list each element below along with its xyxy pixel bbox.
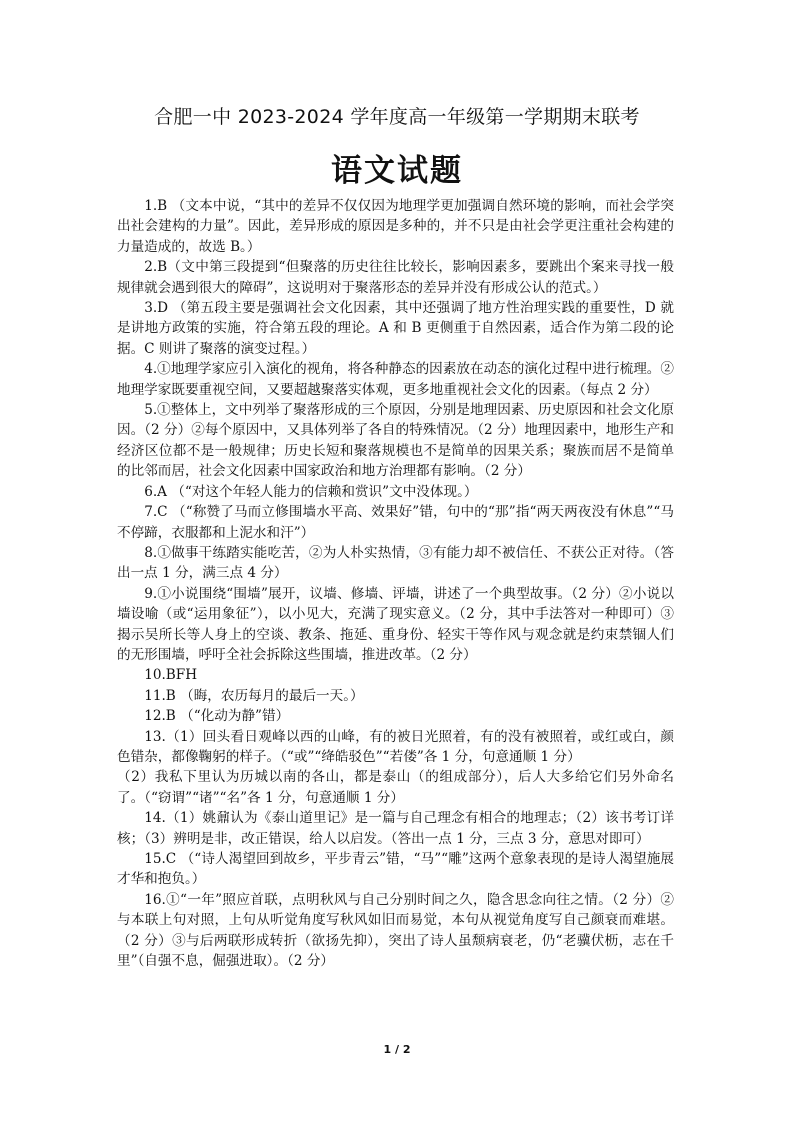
page-subtitle: 语文试题 xyxy=(331,153,463,189)
answer-item-9: 9.①小说围绕“围墙”展开，议墙、修墙、评墙，讲述了一个典型故事。（2 分）②小说以墙设喻（或“运用象征”），以小见大，充满了现实意义。（2 分，其中手法答对一种即可）③揭示吴所长等人身上的空谈、教条、拖延、重身份、轻实干等作风与观念就是约束禁锢人们的无形围墙，呼吁全社会拆除这些围墙，推进改革。（2 分） xyxy=(117,585,674,663)
answer-item-6: 6.A （“对这个年轻人能力的信赖和赏识”文中没体现。） xyxy=(144,483,478,500)
answer-item-11: 11.B （晦，农历每月的最后一天。） xyxy=(144,687,364,704)
answer-item-14: 14.（1）姚鼐认为《泰山道里记》是一篇与自己理念有相合的地理志；（2）该书考订详核；（3）辨明是非，改正错误，给人以启发。（答出一点 1 分，三点 3 分，意思对即可） xyxy=(117,810,674,847)
page-title: 合肥一中 2023-2024 学年度高一年级第一学期期末联考 xyxy=(154,106,640,128)
answer-item-13-part-1: 13.（1）回头看日观峰以西的山峰，有的被日光照着，有的没有被照着，或红或白，颜色错杂，都像鞠躬的样子。（“或”“绛皓驳色”“若偻”各 1 分，句意通顺 1 分） xyxy=(117,728,674,765)
answer-item-2: 2.B（文中第三段提到“但聚落的历史往往比较长，影响因素多，要跳出个案来寻找一般规律就会遇到很大的障碍”，这说明对于聚落形态的差异并没有形成公认的范式。） xyxy=(117,259,674,296)
answer-item-12: 12.B （“化动为静”错） xyxy=(144,708,290,725)
answer-item-8: 8.①做事干练踏实能吃苦，②为人朴实热情，③有能力却不被信任、不获公正对待。（答出一点 1 分，满三点 4 分） xyxy=(117,544,674,582)
page-number: 1 / 2 xyxy=(383,1043,411,1056)
answer-item-7: 7.C （“称赞了马而立修围墙水平高、效果好”错，句中的“那”指“两天两夜没有休息”“马不停蹄，衣服都和上泥水和汗”） xyxy=(117,504,674,541)
answer-item-1: 1.B （文本中说，“其中的差异不仅仅因为地理学更加强调自然环境的影响，而社会学突出社会建构的力量”。因此，差异形成的原因是多种的，并不只是由社会学更注重社会构建的力量造成的，故选 B。） xyxy=(117,198,674,255)
answer-item-10: 10.BFH xyxy=(144,667,198,684)
answer-list xyxy=(117,196,674,971)
answer-item-15: 15.C （“诗人渴望回到故乡，平步青云”错，“马”“雕”这两个意象表现的是诗人渴望施展才华和抱负。） xyxy=(117,851,674,888)
answer-item-16: 16.①“一年”照应首联，点明秋风与自己分别时间之久，隐含思念向往之情。（2 分）②与本联上句对照，上句从听觉角度写秋风如旧而易觉，本句从视觉角度写自己颜衰而难堪。（2 分）③与后两联形成转折（欲扬先抑），突出了诗人虽颓病衰老，仍“老骥伏枥，志在千里”（自强不息，倔强进取）。（2 分） xyxy=(117,891,674,970)
answer-item-13-part-2: （2）我私下里认为历城以南的各山，都是泰山（的组成部分），后人大多给它们另外命名了。（“窃谓”“诸”“名”各 1 分，句意通顺 1 分） xyxy=(117,769,674,806)
answer-item-5: 5.①整体上，文中列举了聚落形成的三个原因，分别是地理因素、历史原因和社会文化原因。（2 分）②每个原因中，又具体列举了各自的特殊情况。（2 分）地理因素中，地形生产和经济区位都不是一般规律；历史长短和聚落规模也不是简单的因果关系；聚族而居不是简单的比邻而居，社会文化因素中国家政治和地方治理都有影响。（2 分） xyxy=(117,402,674,480)
answer-item-3: 3.D （第五段主要是强调社会文化因素，其中还强调了地方性治理实践的重要性，D 就是讲地方政策的实施，符合第五段的理论。A 和 B 更侧重于自然因素，适合作为第二段的论据。C 则讲了聚落的演变过程。） xyxy=(117,300,674,357)
answer-item-4: 4.①地理学家应引入演化的视角，将各种静态的因素放在动态的演化过程中进行梳理。②地理学家既要重视空间，又要超越聚落实体观，更多地重视社会文化的因素。（每点 2 分） xyxy=(117,361,674,398)
